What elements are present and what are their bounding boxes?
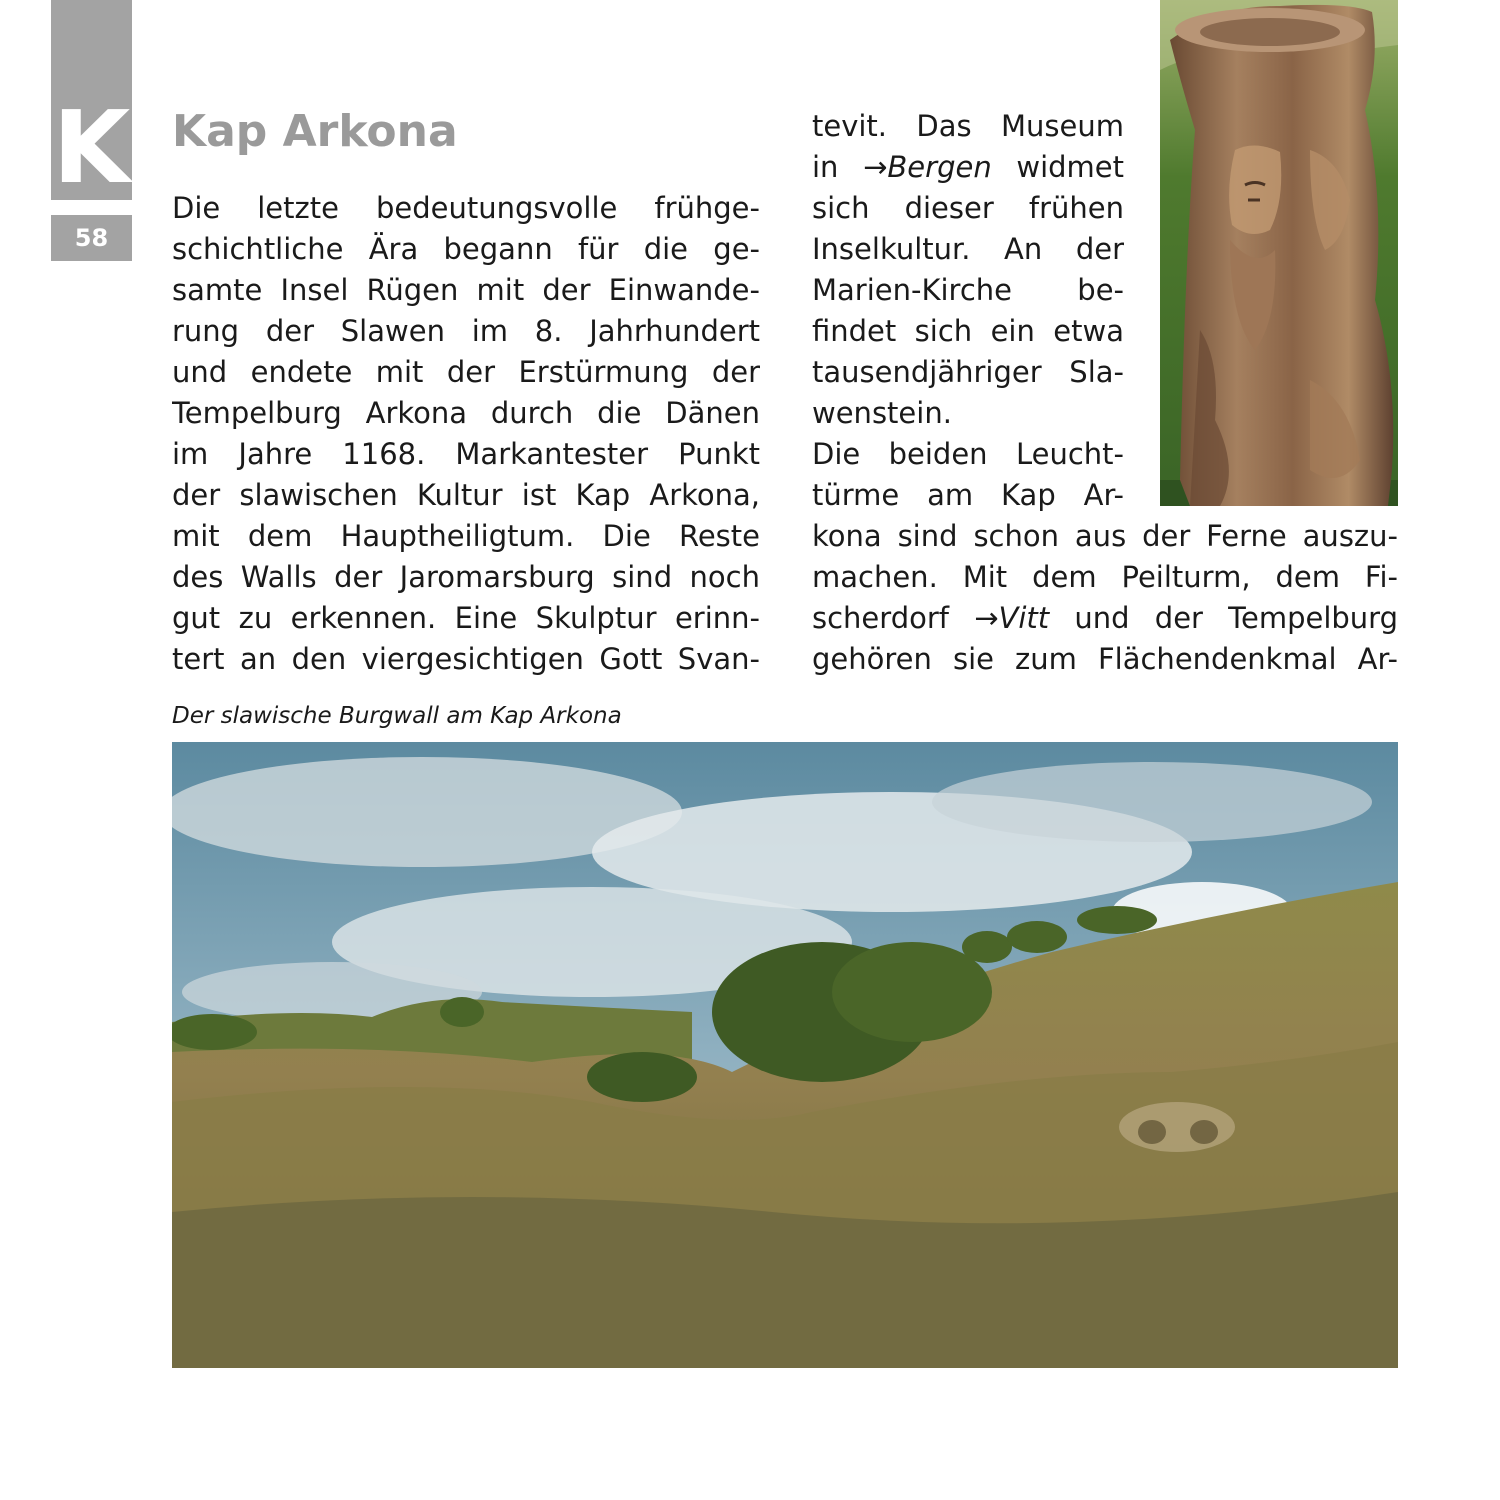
text-line: samte Insel Rügen mit der Einwande- [172,273,760,307]
text-line: gut zu erkennen. Eine Skulptur erinn- [172,601,760,635]
text-line: der slawischen Kultur ist Kap Arkona, [172,478,760,512]
sculpture-photo [1160,0,1398,506]
text-line: Die letzte bedeutungsvolle frühge- [172,191,760,225]
text-line: tevit. Das Museum [812,109,1124,143]
cross-reference-arrow-icon: → [974,601,999,635]
page-number: 58 [51,215,132,261]
text-line: im Jahre 1168. Markantester Punkt [172,437,760,471]
text-line: und endete mit der Erstürmung der [172,355,760,389]
text-line: gehören sie zum Flächendenkmal Ar- [812,642,1398,676]
text-line: wenstein. [812,396,952,430]
cross-reference-bergen[interactable]: Bergen [887,150,992,184]
section-letter-tab [51,0,132,206]
text-line: scherdorf →Vitt und der Tempelburg [812,601,1398,635]
text-column-left [172,188,760,680]
text-line: kona sind schon aus der Ferne auszu- [812,519,1398,553]
text-line: sich dieser frühen [812,191,1124,225]
section-letter: K [52,89,131,206]
landscape-photo [172,742,1398,1368]
text-line: findet sich ein etwa [812,314,1124,348]
text-column-right [812,106,1124,516]
text-line: rung der Slawen im 8. Jahrhundert [172,314,760,348]
text-line: in →Bergen widmet [812,150,1124,184]
page-title: Kap Arkona [172,106,458,157]
text-line: türme am Kap Ar- [812,478,1124,512]
cross-reference-vitt[interactable]: Vitt [998,601,1050,635]
text-line: mit dem Hauptheiligtum. Die Reste [172,519,760,553]
text-line: schichtliche Ära begann für die ge- [172,232,760,266]
text-line: machen. Mit dem Peilturm, dem Fi- [812,560,1398,594]
text-line: Marien-Kirche be- [812,273,1124,307]
text-column-right-wide [812,516,1398,680]
cross-reference-arrow-icon: → [863,150,888,184]
text-line: Die beiden Leucht- [812,437,1124,471]
photo-caption: Der slawische Burgwall am Kap Arkona [172,703,622,729]
text-line: tert an den viergesichtigen Gott Svan- [172,642,760,676]
text-line: tausendjähriger Sla- [812,355,1124,389]
text-line: Tempelburg Arkona durch die Dänen [172,396,760,430]
text-line: des Walls der Jaromarsburg sind noch [172,560,760,594]
text-line: Inselkultur. An der [812,232,1124,266]
